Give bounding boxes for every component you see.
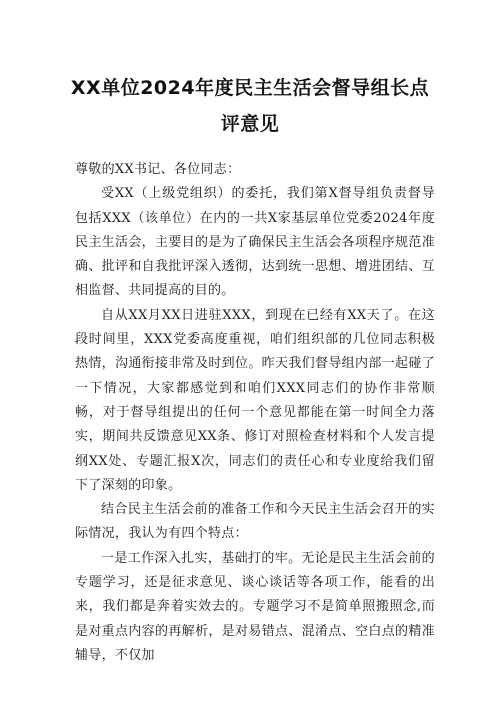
document-title-line-2: 评意见 — [220, 113, 280, 135]
document-body — [75, 158, 435, 668]
paragraph-2: 自从XX月XX日进驻XXX，到现在已经有XX天了。在这段时间里，XXX党委高度重视，咱们组织部的几位同志积极热情，沟通衔接非常及时到位。昨天我们督导组内部一起碰了一下情况，大家都感觉到和咱们XXX同志们的协作非常顺畅，对于督导组提出的任何一个意见都能在第一时间全力落实，期间共反馈意见XX条、修订对照检查材料和个人发言提纲XX处、专题汇报X次，同志们的责任心和专业度给我们留下了深刻的印象。 — [75, 307, 435, 493]
paragraph-4: 一是工作深入扎实，基础打的牢。无论是民主生活会前的专题学习，还是征求意见、谈心谈话等各项工作，能看的出来，我们都是奔着实效去的。专题学习不是简单照搬照念,而是对重点内容的再解析，是对易错点、混淆点、空白点的精准辅导，不仅加 — [75, 550, 435, 663]
salutation: 尊敬的XX书记、各位同志： — [75, 162, 241, 177]
paragraph-3: 结合民主生活会前的准备工作和今天民主生活会召开的实际情况，我认为有四个特点： — [75, 502, 435, 542]
document-title-line-1: XX单位2024年度民主生活会督导组长点 — [70, 77, 430, 99]
paragraph-1: 受XX（上级党组织）的委托，我们第X督导组负责督导包括XXX（该单位）在内的一共X家基层单位党委2024年度民主生活会，主要目的是为了确保民主生活会各项程序规范准确、批评和自我批评深入透彻，达到统一思想、增进团结、互相监督、共同提高的目的。 — [75, 186, 435, 299]
